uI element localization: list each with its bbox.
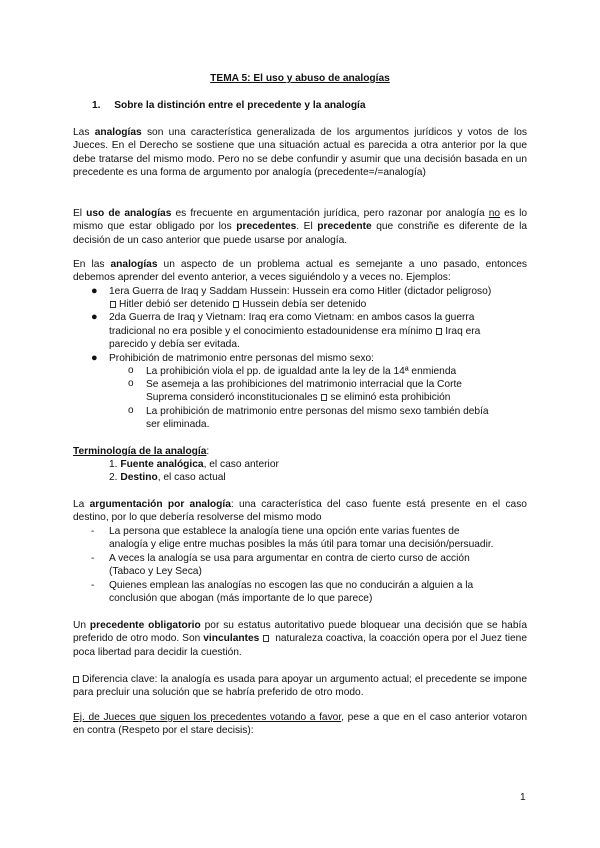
bold-term: precedente obligatorio — [89, 620, 201, 631]
underlined-word: no — [488, 208, 501, 219]
text: que constriñe es diferente de la decisión de un caso anterior que puede usarse por analogía. — [73, 221, 527, 246]
page-title: TEMA 5: El uso y abuso de analogías — [210, 73, 390, 84]
sub-list-item: La prohibición viola el pp. de igualdad ante la ley de la 14ª enmienda — [146, 366, 457, 377]
text: El — [73, 208, 87, 219]
list-item-cont: parecido y debía ser evitada. — [109, 339, 240, 350]
bold-term: uso de analogías — [86, 208, 172, 219]
list-item: 2da Guerra de Iraq y Vietnam: Iraq era como Vietnam: en ambos casos la guerra — [109, 312, 475, 323]
paragraph-ejemplo-jueces — [73, 711, 527, 738]
bold-term: argumentación por analogía — [89, 499, 231, 510]
arrow-box-icon — [73, 676, 79, 683]
list-item: 1era Guerra de Iraq y Saddam Hussein: Hussein era como Hitler (dictador peligroso) — [109, 286, 492, 297]
list-item-cont — [109, 298, 366, 311]
terminology-item — [109, 471, 226, 484]
heading-text: Terminología de la analogía — [73, 446, 207, 457]
bullet: ● — [91, 285, 98, 297]
item-number: 2. — [109, 472, 118, 483]
sub-bullet: o — [128, 405, 134, 416]
text: Suprema consideró inconstitucionales — [146, 392, 321, 403]
dash-item: Quienes emplean las analogías no escogen las que no conducirán a alguien a la — [109, 580, 474, 591]
bold-term: analogías — [94, 127, 142, 138]
text: se eliminó esta prohibición — [330, 392, 451, 403]
section-number: 1. — [92, 100, 101, 111]
paragraph-diferencia-clave — [73, 673, 527, 700]
text: Iraq era — [445, 326, 481, 337]
text: naturaleza coactiva, la coacción opera por el Juez tiene poca libertad para decidir la cuestión. — [73, 633, 527, 658]
list-item: Prohibición de matrimonio entre personas del mismo sexo: — [109, 353, 374, 364]
paragraph-argumentacion — [73, 498, 527, 525]
text: . El — [296, 221, 318, 233]
text: Las — [73, 127, 95, 138]
text: Hitler debió ser detenido — [119, 299, 233, 310]
bold-term: precedentes — [236, 221, 297, 233]
item-number: 1. — [109, 459, 118, 470]
bullet: ● — [91, 311, 98, 323]
paragraph-analogias — [73, 126, 527, 180]
dash-item-cont: conclusión que abogan (más importante de lo que parece) — [109, 593, 373, 604]
paragraph-en-las-analogias — [73, 258, 527, 285]
section-heading — [92, 99, 366, 112]
text: son una característica generalizada de los argumentos jurídicos y votos de los Jueces. En el Derecho se sostiene que una situación actual es parecida a otra anterior por la que debe tratarse del mismo modo. Pero no se debe confundir y asumir que una decisión basada en un precedente es una forma de argumento por analogía (precedente=/=analogía) — [73, 127, 527, 179]
text: : — [206, 446, 210, 457]
bold-term: vinculantes — [203, 633, 260, 645]
text: Diferencia clave: la analogía es usada para apoyar un argumento actual; el precedente se impone para precluir una solución que se habría preferido de otro modo. — [73, 674, 527, 699]
text: , pese a que en el caso anterior votaron en contra (Respeto por el stare decisis): — [73, 712, 527, 737]
arrow-box-icon — [436, 328, 442, 335]
dash-item-cont: (Tabaco y Ley Seca) — [109, 566, 202, 577]
section-title: Sobre la distinción entre el precedente y la analogía — [114, 100, 366, 111]
text: La — [73, 499, 90, 510]
dash-item: A veces la analogía se usa para argumentar en contra de cierto curso de acción — [109, 553, 470, 564]
text: un aspecto de un problema actual es semejante a uno pasado, entonces debemos aprender del evento anterior, a veces siguiéndolo y a veces no. Ejemplos: — [73, 259, 527, 284]
paragraph-precedente-obligatorio — [73, 619, 527, 659]
sub-list-item-cont: ser eliminada. — [146, 419, 210, 430]
terminology-heading — [73, 445, 209, 458]
sub-list-item-cont — [146, 391, 450, 404]
arrow-box-icon — [321, 394, 327, 401]
text: Hussein debía ser detenido — [242, 299, 367, 310]
text: es lo mismo que estar obligado por los — [73, 208, 528, 233]
text: tradicional no era posible y el conocimiento estadounidense era mínimo — [109, 326, 436, 337]
dash-marker: - — [91, 580, 95, 591]
bold-term: Destino — [120, 472, 158, 483]
arrow-box-icon — [110, 301, 116, 308]
arrow-box-icon — [263, 635, 269, 642]
text: por su estatus autoritativo puede bloquear una decisión que se había preferido de otro modo. Son — [73, 620, 527, 645]
text: , el caso anterior — [203, 459, 279, 470]
sub-list-item: Se asemeja a las prohibiciones del matrimonio interracial que la Corte — [146, 379, 462, 390]
sub-bullet: o — [128, 378, 134, 389]
dash-marker: - — [91, 553, 95, 564]
text: , el caso actual — [157, 472, 226, 483]
list-item-cont — [109, 325, 480, 338]
bold-term: precedente — [317, 221, 372, 233]
text: es frecuente en argumentación jurídica, pero razonar por analogía — [171, 208, 489, 219]
arrow-box-icon — [233, 301, 239, 308]
text: Un — [73, 620, 90, 631]
dash-item: La persona que establece la analogía tiene una opción ente varias fuentes de — [109, 526, 460, 537]
text: : una característica del caso fuente está presente en el caso destino, por lo que debería resolverse del mismo modo — [73, 499, 527, 524]
bold-term: Fuente analógica — [120, 459, 204, 470]
dash-marker: - — [91, 526, 95, 537]
page-number: 1 — [520, 792, 526, 803]
underlined-text: Ej. de Jueces que siguen los precedentes votando a favor — [73, 712, 342, 723]
sub-bullet: o — [128, 365, 134, 376]
text: En las — [73, 259, 111, 270]
sub-list-item: La prohibición de matrimonio entre personas del mismo sexo también debía — [146, 406, 489, 417]
bold-term: analogías — [110, 259, 158, 270]
bullet: ● — [91, 352, 98, 364]
dash-item-cont: analogía y elige entre muchas posibles la más útil para tomar una decisión/persuadir. — [109, 539, 494, 550]
terminology-item — [109, 458, 279, 471]
paragraph-uso-analogias — [73, 207, 527, 247]
